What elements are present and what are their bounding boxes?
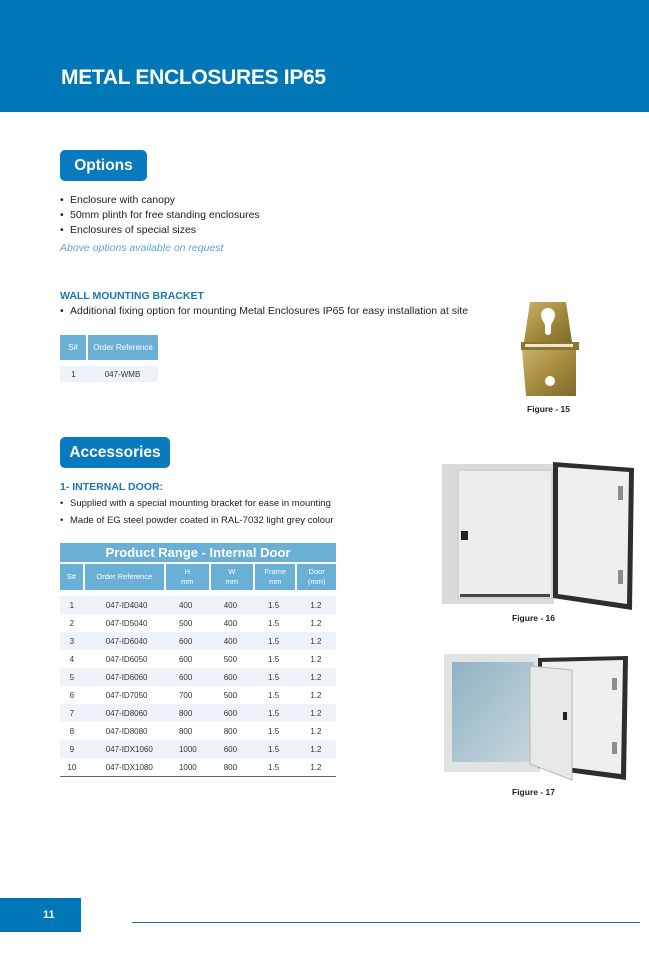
list-item: • Enclosures of special sizes — [60, 224, 197, 236]
table-cell: 800 — [178, 726, 193, 736]
table-cell: 1.2 — [310, 654, 322, 664]
table-cell: 400 — [223, 618, 238, 628]
page-header — [0, 0, 649, 112]
table-cell: 1.5 — [268, 690, 280, 700]
table-cell: 1.5 — [254, 740, 296, 758]
internal-door-heading: 1- INTERNAL DOOR: — [60, 481, 164, 493]
table-cell: 700 — [178, 690, 193, 700]
table-cell: 1.5 — [268, 654, 280, 664]
wmb-heading: WALL MOUNTING BRACKET — [60, 290, 204, 302]
table-cell: 9 — [60, 740, 84, 758]
list-item: • 50mm plinth for free standing enclosures — [60, 209, 260, 221]
table-cell: 1.2 — [296, 758, 336, 777]
page-number-box — [0, 898, 81, 932]
table-cell: 1.5 — [268, 618, 280, 628]
table-cell: 600 — [210, 668, 254, 686]
list-item: • Supplied with a special mounting bracket for ease in mounting — [60, 498, 331, 509]
footer-divider — [132, 922, 640, 923]
table-cell: 1.5 — [254, 758, 296, 777]
table-row — [60, 614, 336, 632]
table-row — [60, 740, 336, 758]
table-title: Product Range - Internal Door — [60, 543, 336, 563]
wall-bracket-image — [520, 300, 580, 398]
table-header: Order Reference — [87, 335, 158, 360]
options-note: Above options available on request — [60, 242, 224, 254]
table-cell: 047-ID8060 — [84, 704, 165, 722]
figure-15-caption: Figure - 15 — [527, 404, 570, 414]
table-cell: 4 — [69, 654, 75, 664]
table-cell: 800 — [165, 704, 210, 722]
table-cell: 047-ID5040 — [105, 618, 148, 628]
table-cell: 7 — [60, 704, 84, 722]
table-cell: 600 — [210, 704, 254, 722]
options-section-label: Options — [60, 150, 147, 181]
table-header: Frame mm — [254, 563, 296, 590]
wmb-list — [60, 304, 468, 319]
table-header: S# — [60, 563, 84, 590]
table-cell: 1.2 — [296, 704, 336, 722]
table-cell: 047-ID6050 — [105, 654, 148, 664]
table-row — [60, 668, 336, 686]
table-cell: 1.2 — [296, 632, 336, 650]
table-row — [60, 650, 336, 668]
table-cell: 1000 — [165, 758, 210, 777]
table-cell: 600 — [165, 632, 210, 650]
table-cell: 1.2 — [310, 618, 322, 628]
table-cell: 047-ID4040 — [84, 596, 165, 614]
table-cell: 047-ID7050 — [105, 690, 148, 700]
table-cell: 047-IDX1080 — [84, 758, 165, 777]
page-title: METAL ENCLOSURES IP65 — [61, 66, 326, 89]
table-row — [60, 596, 336, 614]
table-cell: 500 — [223, 654, 238, 664]
table-cell: 500 — [223, 690, 238, 700]
table-cell: 600 — [165, 668, 210, 686]
table-cell: 1.2 — [310, 726, 322, 736]
table-cell: 3 — [60, 632, 84, 650]
table-cell: 400 — [210, 632, 254, 650]
table-cell: 047-IDX1060 — [84, 740, 165, 758]
internal-door-list — [60, 495, 334, 529]
product-range-table — [60, 543, 336, 777]
list-item: • Additional fixing option for mounting Metal Enclosures IP65 for easy installation at site — [60, 305, 469, 317]
table-cell: 6 — [69, 690, 75, 700]
table-header: W mm — [210, 563, 254, 590]
table-cell: 047-ID8080 — [105, 726, 148, 736]
table-cell: 8 — [69, 726, 75, 736]
table-header: Order Reference — [84, 563, 165, 590]
table-row — [60, 704, 336, 722]
table-cell: 1.2 — [296, 668, 336, 686]
table-cell: 400 — [210, 596, 254, 614]
table-cell: 1.2 — [296, 596, 336, 614]
table-cell: 1.5 — [254, 704, 296, 722]
table-row — [60, 758, 336, 777]
table-cell: 1.5 — [254, 668, 296, 686]
enclosure-open-door-image — [440, 460, 636, 610]
table-cell: 10 — [60, 758, 84, 777]
table-cell: 5 — [60, 668, 84, 686]
table-cell: 1.5 — [254, 596, 296, 614]
wmb-table — [60, 335, 158, 382]
figure-17-caption: Figure - 17 — [512, 787, 555, 797]
table-header: Door (mm) — [296, 563, 336, 590]
table-row — [60, 632, 336, 650]
table-cell: 600 — [210, 740, 254, 758]
table-header: H mm — [165, 563, 210, 590]
table-row: 1 047-WMB — [60, 366, 158, 382]
table-cell: 600 — [178, 654, 193, 664]
table-cell: 047-ID6040 — [84, 632, 165, 650]
table-cell: 400 — [165, 596, 210, 614]
list-item: • Enclosure with canopy — [60, 194, 176, 206]
table-cell: 500 — [178, 618, 193, 628]
table-cell: 047-ID6060 — [84, 668, 165, 686]
table-cell: 800 — [223, 726, 238, 736]
figure-16-caption: Figure - 16 — [512, 613, 555, 623]
table-cell: 2 — [69, 618, 75, 628]
table-cell: 1 — [60, 596, 84, 614]
table-cell: 1.5 — [254, 632, 296, 650]
table-cell: 1.2 — [310, 690, 322, 700]
table-row — [60, 686, 336, 704]
table-cell: 1000 — [165, 740, 210, 758]
table-cell: 800 — [210, 758, 254, 777]
table-row — [60, 722, 336, 740]
list-item: • Made of EG steel powder coated in RAL-7032 light grey colour — [60, 515, 334, 526]
page-number: 11 — [43, 909, 55, 921]
table-cell: 1.5 — [268, 726, 280, 736]
accessories-section-label: Accessories — [60, 437, 170, 468]
options-list — [60, 193, 260, 238]
enclosure-internal-door-image — [442, 652, 630, 782]
table-header: S# — [60, 335, 87, 360]
table-cell: 1.2 — [296, 740, 336, 758]
